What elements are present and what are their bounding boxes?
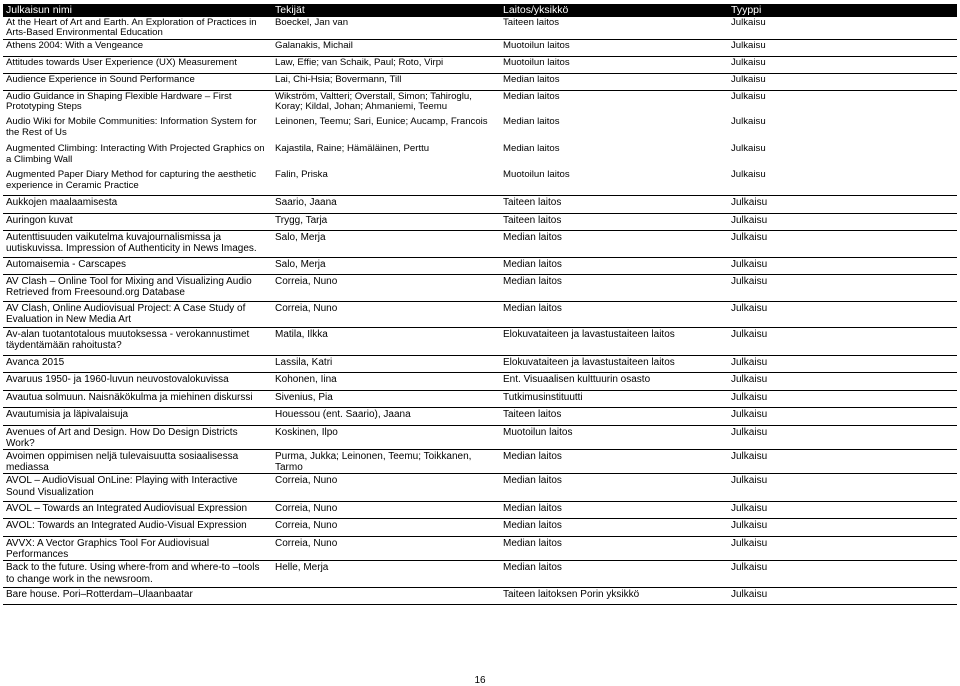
table-row [3,425,957,449]
cell-department: Median laitos [500,501,728,519]
cell-title: At the Heart of Art and Earth. An Exploration of Practices in Arts-Based Environmental Education [3,17,272,40]
cell-department: Taiteen laitoksen Porin yksikkö [500,587,728,605]
cell-type: Julkaisu [728,17,957,40]
cell-type: Julkaisu [728,40,957,57]
table-row [3,450,957,474]
cell-title: Avautua solmuun. Naisnäkökulma ja miehinen diskurssi [3,390,272,408]
header-title: Julkaisun nimi [3,4,272,17]
cell-title: Avoimen oppimisen neljä tulevaisuutta sosiaalisessa mediassa [3,450,272,474]
publications-table [3,4,957,605]
table-row [3,57,957,74]
cell-type: Julkaisu [728,196,957,214]
cell-authors: Trygg, Tarja [272,213,500,231]
cell-type: Julkaisu [728,587,957,605]
cell-authors: Leinonen, Teemu; Sari, Eunice; Aucamp, Francois [275,116,488,128]
cell-title: Audio Guidance in Shaping Flexible Hardware – First Prototyping Steps [6,90,232,113]
cell-type: Julkaisu [728,501,957,519]
table-row [3,257,957,275]
table-row [3,536,957,560]
cell-authors: Correia, Nuno [272,519,500,537]
cell-title: Augmented Climbing: Interacting With Projected Graphics on a Climbing Wall [6,143,265,165]
cell-type: Julkaisu [728,301,957,328]
cell-type: Julkaisu [728,474,957,502]
cell-department: Median laitos [500,519,728,537]
cell-authors: Kajastila, Raine; Hämäläinen, Perttu [275,143,430,155]
cell-authors: Saario, Jaana [272,196,500,214]
cell-title: AVOL: Towards an Integrated Audio-Visual Expression [3,519,272,537]
cell-department: Median laitos [503,143,560,155]
cell-type: Julkaisu [728,561,957,588]
cell-type: Julkaisu [728,450,957,474]
cell-department: Taiteen laitos [500,196,728,214]
page-number: 16 [474,675,486,686]
table-header-row [3,4,957,17]
cell-authors: Galanakis, Michail [272,40,500,57]
cell-type: Julkaisu [728,57,957,74]
cell-authors: Lai, Chi-Hsia; Bovermann, Till [272,74,500,91]
cell-type: Julkaisu [728,170,957,196]
table-row [3,275,957,302]
table-row [3,91,957,117]
cell-department: Taiteen laitos [500,213,728,231]
cell-type: Julkaisu [728,328,957,356]
cell-title: Avanca 2015 [3,355,272,373]
table-row [3,355,957,373]
cell-department: Median laitos [500,450,728,474]
cell-authors: Falin, Priska [272,170,500,196]
table-row [3,40,957,57]
cell-title: Augmented Paper Diary Method for capturing the aesthetic experience in Ceramic Practice [3,170,272,196]
cell-department: Median laitos [500,301,728,328]
cell-authors: Koskinen, Ilpo [272,425,500,449]
cell-authors: Correia, Nuno [272,501,500,519]
cell-department: Taiteen laitos [500,17,728,40]
table-row [3,74,957,91]
table-row [3,17,957,40]
cell-department: Muotoilun laitos [500,40,728,57]
cell-title: AVVX: A Vector Graphics Tool For Audiovisual Performances [3,536,272,560]
cell-authors: Lassila, Katri [272,355,500,373]
table-row [3,373,957,391]
table-row [3,213,957,231]
table-row [3,561,957,588]
cell-department: Muotoilun laitos [500,170,728,196]
cell-department: Median laitos [500,231,728,258]
cell-title: Audience Experience in Sound Performance [3,74,272,91]
cell-department: Median laitos [500,536,728,560]
cell-department: Median laitos [503,116,560,128]
table-row [3,231,957,258]
table-row [3,501,957,519]
cell-type: Julkaisu [728,74,957,91]
cell-department: Elokuvataiteen ja lavastustaiteen laitos [500,355,728,373]
cell-authors: Sivenius, Pia [272,390,500,408]
cell-title: AVOL – Towards an Integrated Audiovisual Expression [3,501,272,519]
table-row [3,144,957,170]
cell-title: Athens 2004: With a Vengeance [3,40,272,57]
cell-type: Julkaisu [728,536,957,560]
cell-type: Julkaisu [728,275,957,302]
cell-title: AV Clash, Online Audiovisual Project: A Case Study of Evaluation in New Media Art [3,301,272,328]
table-row [3,390,957,408]
table-row [3,117,957,144]
cell-department: Ent. Visuaalisen kulttuurin osasto [500,373,728,391]
cell-type: Julkaisu [728,519,957,537]
cell-type: Julkaisu [728,373,957,391]
cell-title: Auringon kuvat [3,213,272,231]
cell-type: Julkaisu [728,257,957,275]
cell-authors: Correia, Nuno [272,275,500,302]
cell-title: Aukkojen maalaamisesta [3,196,272,214]
cell-type: Julkaisu [728,408,957,426]
cell-department: Median laitos [500,561,728,588]
cell-authors: Law, Effie; van Schaik, Paul; Roto, Virpi [272,57,500,74]
table-row [3,408,957,426]
cell-type: Julkaisu [728,390,957,408]
cell-type: Julkaisu [728,213,957,231]
cell-title: Automaisemia - Carscapes [3,257,272,275]
cell-department: Median laitos [503,90,560,102]
cell-department: Median laitos [500,474,728,502]
cell-authors: Salo, Merja [272,231,500,258]
table-body [3,17,957,605]
cell-department: Elokuvataiteen ja lavastustaiteen laitos [500,328,728,356]
cell-authors: Boeckel, Jan van [272,17,500,40]
cell-authors: Kohonen, Iina [272,373,500,391]
cell-title: Attitudes towards User Experience (UX) Measurement [3,57,272,74]
table-row [3,519,957,537]
cell-title: AV Clash – Online Tool for Mixing and Visualizing Audio Retrieved from Freesound.org Database [3,275,272,302]
cell-department: Median laitos [500,275,728,302]
cell-title: Back to the future. Using where-from and where-to –tools to change work in the newsroom. [3,561,272,588]
table-row [3,587,957,605]
cell-authors: Purma, Jukka; Leinonen, Teemu; Toikkanen, Tarmo [272,450,500,474]
table-row [3,196,957,214]
cell-department: Taiteen laitos [500,408,728,426]
cell-title: Bare house. Pori–Rotterdam–Ulaanbaatar [3,587,272,605]
cell-authors: Salo, Merja [272,257,500,275]
cell-title: Av-alan tuotantotalous muutoksessa - verokannustimet täydentämään rahoitusta? [3,328,272,356]
cell-authors: Houessou (ent. Saario), Jaana [272,408,500,426]
table-row [3,474,957,502]
cell-department: Median laitos [500,257,728,275]
cell-department: Tutkimusinstituutti [500,390,728,408]
cell-authors [272,587,500,605]
cell-department: Muotoilun laitos [500,57,728,74]
cell-type: Julkaisu [728,355,957,373]
cell-title: Avautumisia ja läpivalaisuja [3,408,272,426]
table-row [3,170,957,196]
cell-department: Muotoilun laitos [500,425,728,449]
cell-type: Julkaisu [731,90,766,102]
cell-type: Julkaisu [728,231,957,258]
cell-authors: Correia, Nuno [272,301,500,328]
cell-authors: Matila, Ilkka [272,328,500,356]
cell-title: Avenues of Art and Design. How Do Design Districts Work? [3,425,272,449]
header-authors: Tekijät [272,4,500,17]
table-row [3,328,957,356]
cell-title: Audio Wiki for Mobile Communities: Information System for the Rest of Us [6,116,257,138]
cell-authors: Wikström, Valtteri; Overstall, Simon; Tahiroglu, Koray; Kildal, Johan; Ahmaniemi, Teemu [275,90,472,113]
cell-type: Julkaisu [731,143,766,155]
cell-authors: Correia, Nuno [272,474,500,502]
cell-title: AVOL – AudioVisual OnLine: Playing with Interactive Sound Visualization [3,474,272,502]
cell-type: Julkaisu [731,116,766,128]
cell-authors: Helle, Merja [272,561,500,588]
cell-authors: Correia, Nuno [272,536,500,560]
cell-department: Median laitos [500,74,728,91]
table-row [3,301,957,328]
cell-title: Avaruus 1950- ja 1960-luvun neuvostovalokuvissa [3,373,272,391]
header-department: Laitos/yksikkö [500,4,728,17]
header-type: Tyyppi [728,4,957,17]
cell-type: Julkaisu [728,425,957,449]
cell-title: Autenttisuuden vaikutelma kuvajournalismissa ja uutiskuvissa. Impression of Authenticity in News Images. [3,231,272,258]
